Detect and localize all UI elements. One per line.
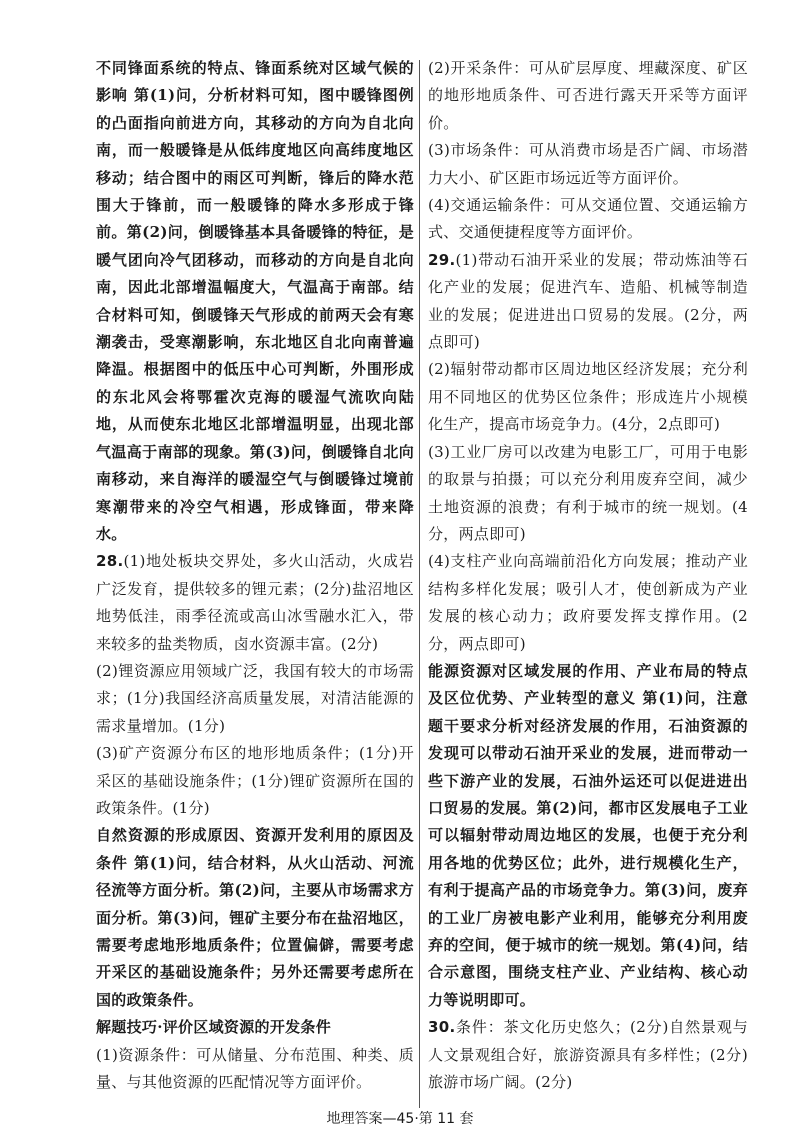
question-number: 30. <box>428 1018 456 1037</box>
analysis-q27: 不同锋面系统的特点、锋面系统对区域气候的影响 第(1)问，分析材料可知，图中暖锋图例的凸面指向前进方向，其移动的方向为自北向南，而一般暖锋是从低纬度地区向高纬度地区移动；结合图中的雨区可判断，锋后的降水范围大于锋前，而一般暖锋的降水多形成于锋前。第(2)问，倒暖锋基本具备暖锋的特征，是暖气团向冷气团移动，而移动的方向是自北向南，因此北部增温幅度大，气温高于南部。结合材料可知，倒暖锋天气形成的前两天会有寒潮袭击，受寒潮影响，东北地区自北向南普遍降温。根据图中的低压中心可判断，外围形成的东北风会将鄂霍次克海的暖湿气流吹向陆地，从而使东北地区北部增温明显，出现北部气温高于南部的现象。第(3)问，倒暖锋自北向南移动，来自海洋的暖湿空气与倒暖锋过境前寒潮带来的冷空气相遇，形成锋面，带来降水。 <box>96 59 414 543</box>
answer-part: (1)地处板块交界处，多火山活动，火成岩广泛发育，提供较多的锂元素；(2分)盐沼地区地势低洼，雨季径流或高山冰雪融水汇入，带来较多的盐类物质，卤水资源丰富。(2分) <box>96 552 414 653</box>
question-number: 28. <box>96 552 124 571</box>
page-footer: 地理答案—45·第 11 套 <box>326 1111 474 1127</box>
column-divider <box>419 60 420 1108</box>
question-30 <box>428 1014 748 1096</box>
answer-part: (4)支柱产业向高端前沿化方向发展；推动产业结构多样化发展；吸引人才，使创新成为产业发展的核心动力；政府要发挥支撑作用。(2分，两点即可) <box>428 552 748 653</box>
question-28 <box>96 548 414 822</box>
tip-item: (4)交通运输条件：可从交通位置、交通运输方式、交通便捷程度等方面评价。 <box>428 196 748 242</box>
analysis-q29: 能源资源对区域发展的作用、产业布局的特点及区位优势、产业转型的意义 第(1)问，注意题干要求分析对经济发展的作用，石油资源的发现可以带动石油开采业的发展，进而带动一些下游产业的发展，石油外运还可以促进进出口贸易的发展。第(2)问，都市区发展电子工业可以辐射带动周边地区的发展，也便于充分利用各地的优势区位；此外，进行规模化生产，有利于提高产品的市场竞争力。第(3)问，废弃的工业厂房被电影产业利用，能够充分利用废弃的空间，便于城市的统一规划。第(4)问，结合示意图，围绕支柱产业、产业结构、核心动力等说明即可。 <box>428 661 748 1009</box>
answer-part: (2)锂资源应用领域广泛，我国有较大的市场需求；(1分)我国经济高质量发展，对清洁能源的需求量增加。(1分) <box>96 661 414 735</box>
tip-item: (1)资源条件：可从储量、分布范围、种类、质量、与其他资源的匹配情况等方面评价。 <box>96 1045 414 1092</box>
answer-part: (3)工业厂房可以改建为电影工厂，可用于电影的取景与拍摄；可以充分利用废弃空间，减少土地资源的浪费；有利于城市的统一规划。(4分，两点即可) <box>428 442 748 543</box>
tip-item: (3)市场条件：可从消费市场是否广阔、市场潜力大小、矿区距市场远近等方面评价。 <box>428 141 748 187</box>
left-column <box>96 55 414 1096</box>
answer-part: 条件：茶文化历史悠久；(2分)自然景观与人文景观组合好，旅游资源具有多样性；(2分)旅游市场广阔。(2分) <box>428 1018 748 1092</box>
tip-item: (2)开采条件：可从矿层厚度、埋藏深度、矿区的地形地质条件、可否进行露天开采等方面评价。 <box>428 59 748 132</box>
question-29 <box>428 247 748 658</box>
answer-part: (1)带动石油开采业的发展；带动炼油等石化产业的发展；促进汽车、造船、机械等制造业的发展；促进进出口贸易的发展。(2分，两点即可) <box>428 250 748 352</box>
answer-part: (3)矿产资源分布区的地形地质条件；(1分)开采区的基础设施条件；(1分)锂矿资源所在国的政策条件。(1分) <box>96 744 414 817</box>
question-number: 29. <box>428 250 456 269</box>
answer-part: (2)辐射带动都市区周边地区经济发展；充分利用不同地区的优势区位条件；形成连片小规模化生产，提高市场竞争力。(4分，2点即可) <box>428 360 748 434</box>
right-column <box>428 55 748 1096</box>
analysis-q28: 自然资源的形成原因、资源开发利用的原因及条件 第(1)问，结合材料，从火山活动、河流径流等方面分析。第(2)问，主要从市场需求方面分析。第(3)问，锂矿主要分布在盐沼地区，需要考虑地形地质条件；位置偏僻，需要考虑开采区的基础设施条件；另外还需要考虑所在国的政策条件。 <box>96 826 414 1009</box>
tip-title: 解题技巧·评价区域资源的开发条件 <box>96 1018 332 1037</box>
